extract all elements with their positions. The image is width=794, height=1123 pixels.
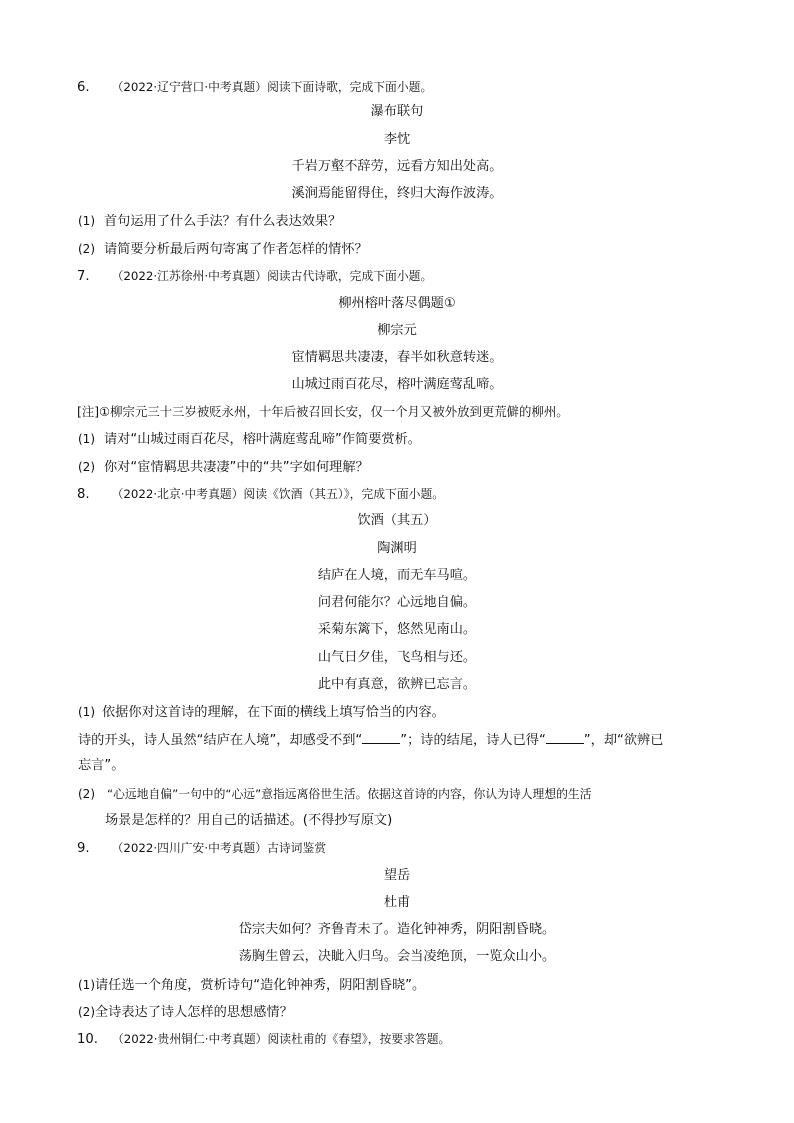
sub-question-1 — [78, 211, 341, 232]
sub-question-number: (1) — [78, 432, 95, 446]
poem-line: 荡胸生曾云，决眦入归鸟。会当凌绝顶，一览众山小。 — [238, 949, 556, 964]
poem-line: 此中有真意，欲辨已忘言。 — [317, 677, 477, 692]
poem-line: 岱宗夫如何？齐鲁青未了。造化钟神秀，阴阳割昏晓。 — [238, 922, 556, 937]
question-number: 7. — [77, 269, 90, 284]
poem-title: 饮酒（其五） — [357, 513, 437, 528]
fill-in-line-end: 忘言”。 — [78, 758, 125, 773]
sub-question-2 — [78, 239, 368, 260]
question-9-header — [77, 838, 326, 859]
fill-text: 诗的开头，诗人虽然“结庐在人境”，却感受不到“ — [78, 733, 363, 748]
question-number: 6. — [77, 80, 90, 95]
poem-author: 柳宗元 — [377, 323, 417, 338]
question-source: （2022·贵州铜仁·中考真题）阅读杜甫的《春望》，按要求答题。 — [111, 1032, 451, 1046]
question-8-header — [77, 484, 444, 505]
sub-question-number: (2) — [78, 1005, 95, 1019]
answer-blank-2[interactable] — [546, 729, 584, 744]
sub-question-1 — [78, 702, 445, 723]
question-source: （2022·北京·中考真题）阅读《饮酒（其五）》，完成下面小题。 — [111, 487, 445, 501]
poem-line: 宦情羁思共凄凄，春半如秋意转迷。 — [291, 350, 503, 365]
fill-in-line — [78, 729, 663, 751]
poem-title: 望岳 — [383, 868, 411, 883]
sub-question-number: (1) — [78, 978, 95, 992]
sub-question-text: 你对“宦情羁思共凄凄”中的“共”字如何理解？ — [104, 460, 369, 475]
poem-line: 问君何能尔？心远地自偏。 — [317, 595, 477, 610]
poem-line: 溪涧焉能留得住，终归大海作波涛。 — [291, 186, 503, 201]
sub-question-2 — [78, 1002, 293, 1023]
poem-line: 山气日夕佳，飞鸟相与还。 — [317, 650, 477, 665]
sub-question-text: 请简要分析最后两句寄寓了作者怎样的情怀？ — [104, 242, 368, 257]
sub-question-text: “心远地自偏”一句中的“心远”意指远离俗世生活。依据这首诗的内容，你认为诗人理想的生活 — [107, 787, 592, 801]
fill-text: ”；诗的结尾，诗人已得“ — [400, 733, 546, 748]
poem-line: 山城过雨百花尽，榕叶满庭莺乱啼。 — [291, 377, 503, 392]
question-number: 10. — [77, 1032, 98, 1047]
poem-line: 千岩万壑不辞劳，远看方知出处高。 — [291, 159, 503, 174]
poem-author: 杜甫 — [383, 895, 411, 910]
question-number: 9. — [77, 841, 90, 856]
sub-question-text: 请任选一个角度，赏析诗句“造化钟神秀，阴阳割昏晓”。 — [95, 978, 426, 993]
sub-question-text-cont: 场景是怎样的？用自己的话描述。(不得抄写原文) — [105, 813, 393, 828]
sub-question-text: 首句运用了什么手法？有什么表达效果？ — [104, 214, 342, 229]
question-source: （2022·辽宁营口·中考真题）阅读下面诗歌，完成下面小题。 — [111, 80, 433, 94]
sub-question-text: 依据你对这首诗的理解，在下面的横线上填写恰当的内容。 — [102, 705, 445, 720]
sub-question-text: 全诗表达了诗人怎样的思想感情？ — [95, 1005, 293, 1020]
sub-question-text: 请对“山城过雨百花尽，榕叶满庭莺乱啼”作简要赏析。 — [104, 432, 421, 447]
sub-question-number: (2) — [78, 242, 95, 256]
sub-question-1 — [78, 429, 421, 450]
poem-author: 陶渊明 — [377, 541, 417, 556]
question-number: 8. — [77, 487, 90, 502]
fill-text: ”，却“欲辨已 — [583, 733, 664, 748]
question-source: （2022·四川广安·中考真题）古诗词鉴赏 — [111, 841, 327, 855]
question-source: （2022·江苏徐州·中考真题）阅读古代诗歌，完成下面小题。 — [111, 269, 433, 283]
question-10-header — [77, 1029, 450, 1050]
poem-line: 采菊东篱下，悠然见南山。 — [317, 622, 477, 637]
question-7-header — [77, 266, 432, 287]
answer-blank-1[interactable] — [362, 729, 400, 744]
sub-question-number: (2) — [78, 787, 95, 801]
sub-question-number: (2) — [78, 460, 95, 474]
poem-author: 李忱 — [383, 132, 411, 147]
sub-question-2 — [78, 457, 369, 478]
poem-line: 结庐在人境，而无车马喧。 — [317, 568, 477, 583]
sub-question-1 — [78, 975, 425, 996]
poem-title: 瀑布联句 — [370, 104, 424, 119]
poem-note: [注]①柳宗元三十三岁被贬永州，十年后被召回长安，仅一个月又被外放到更荒僻的柳州。 — [77, 404, 569, 419]
question-6-header — [77, 77, 432, 98]
sub-question-2 — [78, 784, 592, 805]
sub-question-number: (1) — [78, 214, 95, 228]
sub-question-number: (1) — [78, 705, 95, 719]
poem-title: 柳州榕叶落尽偶题① — [338, 296, 456, 311]
